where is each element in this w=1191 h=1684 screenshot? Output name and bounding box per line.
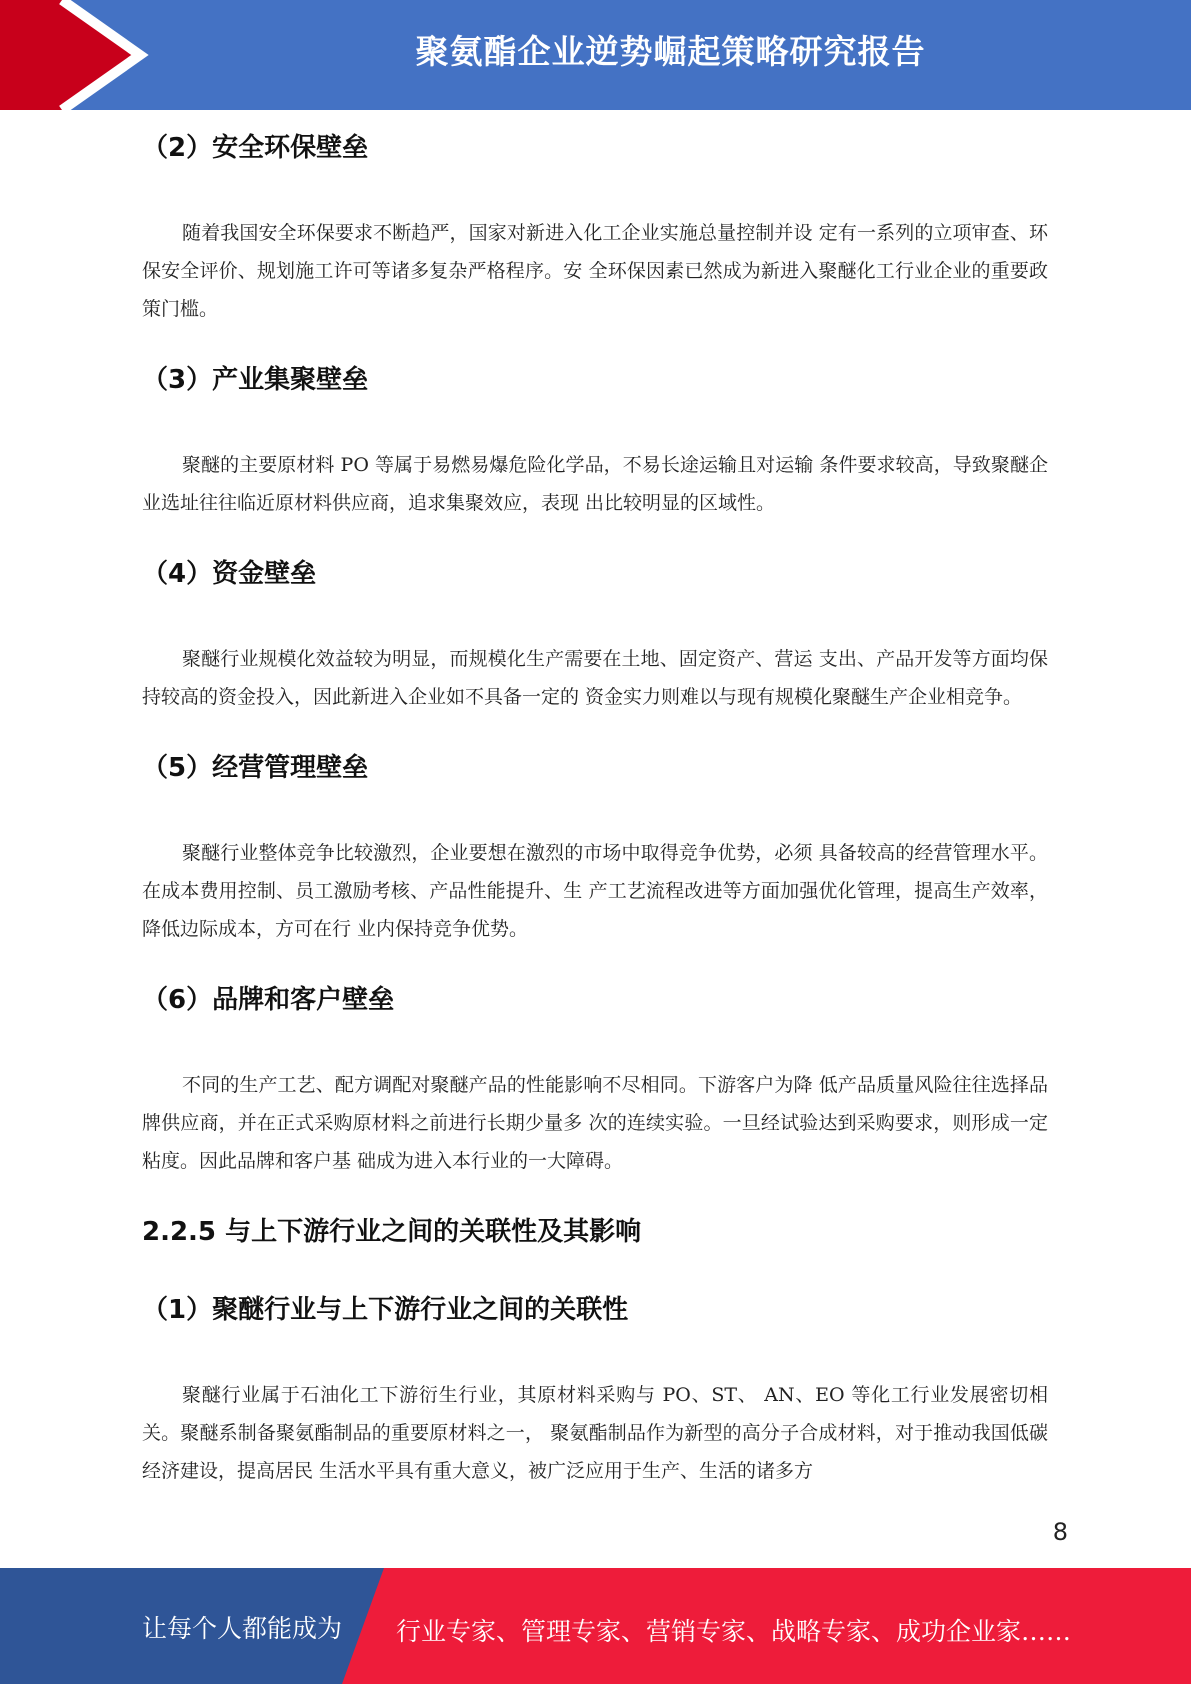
heading-industry-cluster-barrier: （3）产业集聚壁垒	[142, 365, 369, 395]
heading-upstream-downstream-correlation: （1）聚醚行业与上下游行业之间的关联性	[142, 1295, 629, 1325]
document-body	[142, 126, 1048, 1490]
paragraph-brand-customer-barrier: 不同的生产工艺、配方调配对聚醚产品的性能影响不尽相同。下游客户为降 低产品质量风险往往选择品牌供应商，并在正式采购原材料之前进行长期少量多 次的连续实验。一旦经试验达到采购要求，则形成一定粘度。因此品牌和客户基 础成为进入本行业的一大障碍。	[142, 1074, 1048, 1172]
paragraph-management-barrier: 聚醚行业整体竞争比较激烈，企业要想在激烈的市场中取得竞争优势，必须 具备较高的经营管理水平。在成本费用控制、员工激励考核、产品性能提升、生 产工艺流程改进等方面加强优化管理，提高生产效率，降低边际成本，方可在行 业内保持竞争优势。	[142, 842, 1048, 940]
footer-slogan-right: 行业专家、管理专家、营销专家、战略专家、成功企业家……	[396, 1617, 1072, 1646]
page-number: 8	[1052, 1518, 1068, 1546]
footer-slogan-left: 让每个人都能成为	[142, 1614, 343, 1643]
heading-section-2-2-5: 2.2.5 与上下游行业之间的关联性及其影响	[142, 1217, 642, 1247]
paragraph-industry-cluster-barrier: 聚醚的主要原材料 PO 等属于易燃易爆危险化学品，不易长途运输且对运输 条件要求较高，导致聚醚企业选址往往临近原材料供应商，追求集聚效应，表现 出比较明显的区域性。	[142, 454, 1048, 514]
heading-capital-barrier: （4）资金壁垒	[142, 559, 317, 589]
heading-safety-barrier: （2）安全环保壁垒	[142, 133, 369, 163]
heading-brand-customer-barrier: （6）品牌和客户壁垒	[142, 985, 395, 1015]
paragraph-upstream-downstream-correlation: 聚醚行业属于石油化工下游衍生行业，其原材料采购与 PO、ST、 AN、EO 等化工行业发展密切相关。聚醚系制备聚氨酯制品的重要原材料之一， 聚氨酯制品作为新型的高分子合成材料，对于推动我国低碳经济建设，提高居民 生活水平具有重大意义，被广泛应用于生产、生活的诸多方	[142, 1384, 1048, 1482]
paragraph-safety-barrier: 随着我国安全环保要求不断趋严，国家对新进入化工企业实施总量控制并设 定有一系列的立项审查、环保安全评价、规划施工许可等诸多复杂严格程序。安 全环保因素已然成为新进入聚醚化工行业企业的重要政策门槛。	[142, 222, 1048, 320]
paragraph-capital-barrier: 聚醚行业规模化效益较为明显，而规模化生产需要在土地、固定资产、营运 支出、产品开发等方面均保持较高的资金投入，因此新进入企业如不具备一定的 资金实力则难以与现有规模化聚醚生产企业相竞争。	[142, 648, 1048, 708]
heading-management-barrier: （5）经营管理壁垒	[142, 753, 369, 783]
page-header	[0, 0, 1191, 110]
page-footer	[0, 1568, 1191, 1684]
report-title: 聚氨酯企业逆势崛起策略研究报告	[415, 32, 926, 71]
